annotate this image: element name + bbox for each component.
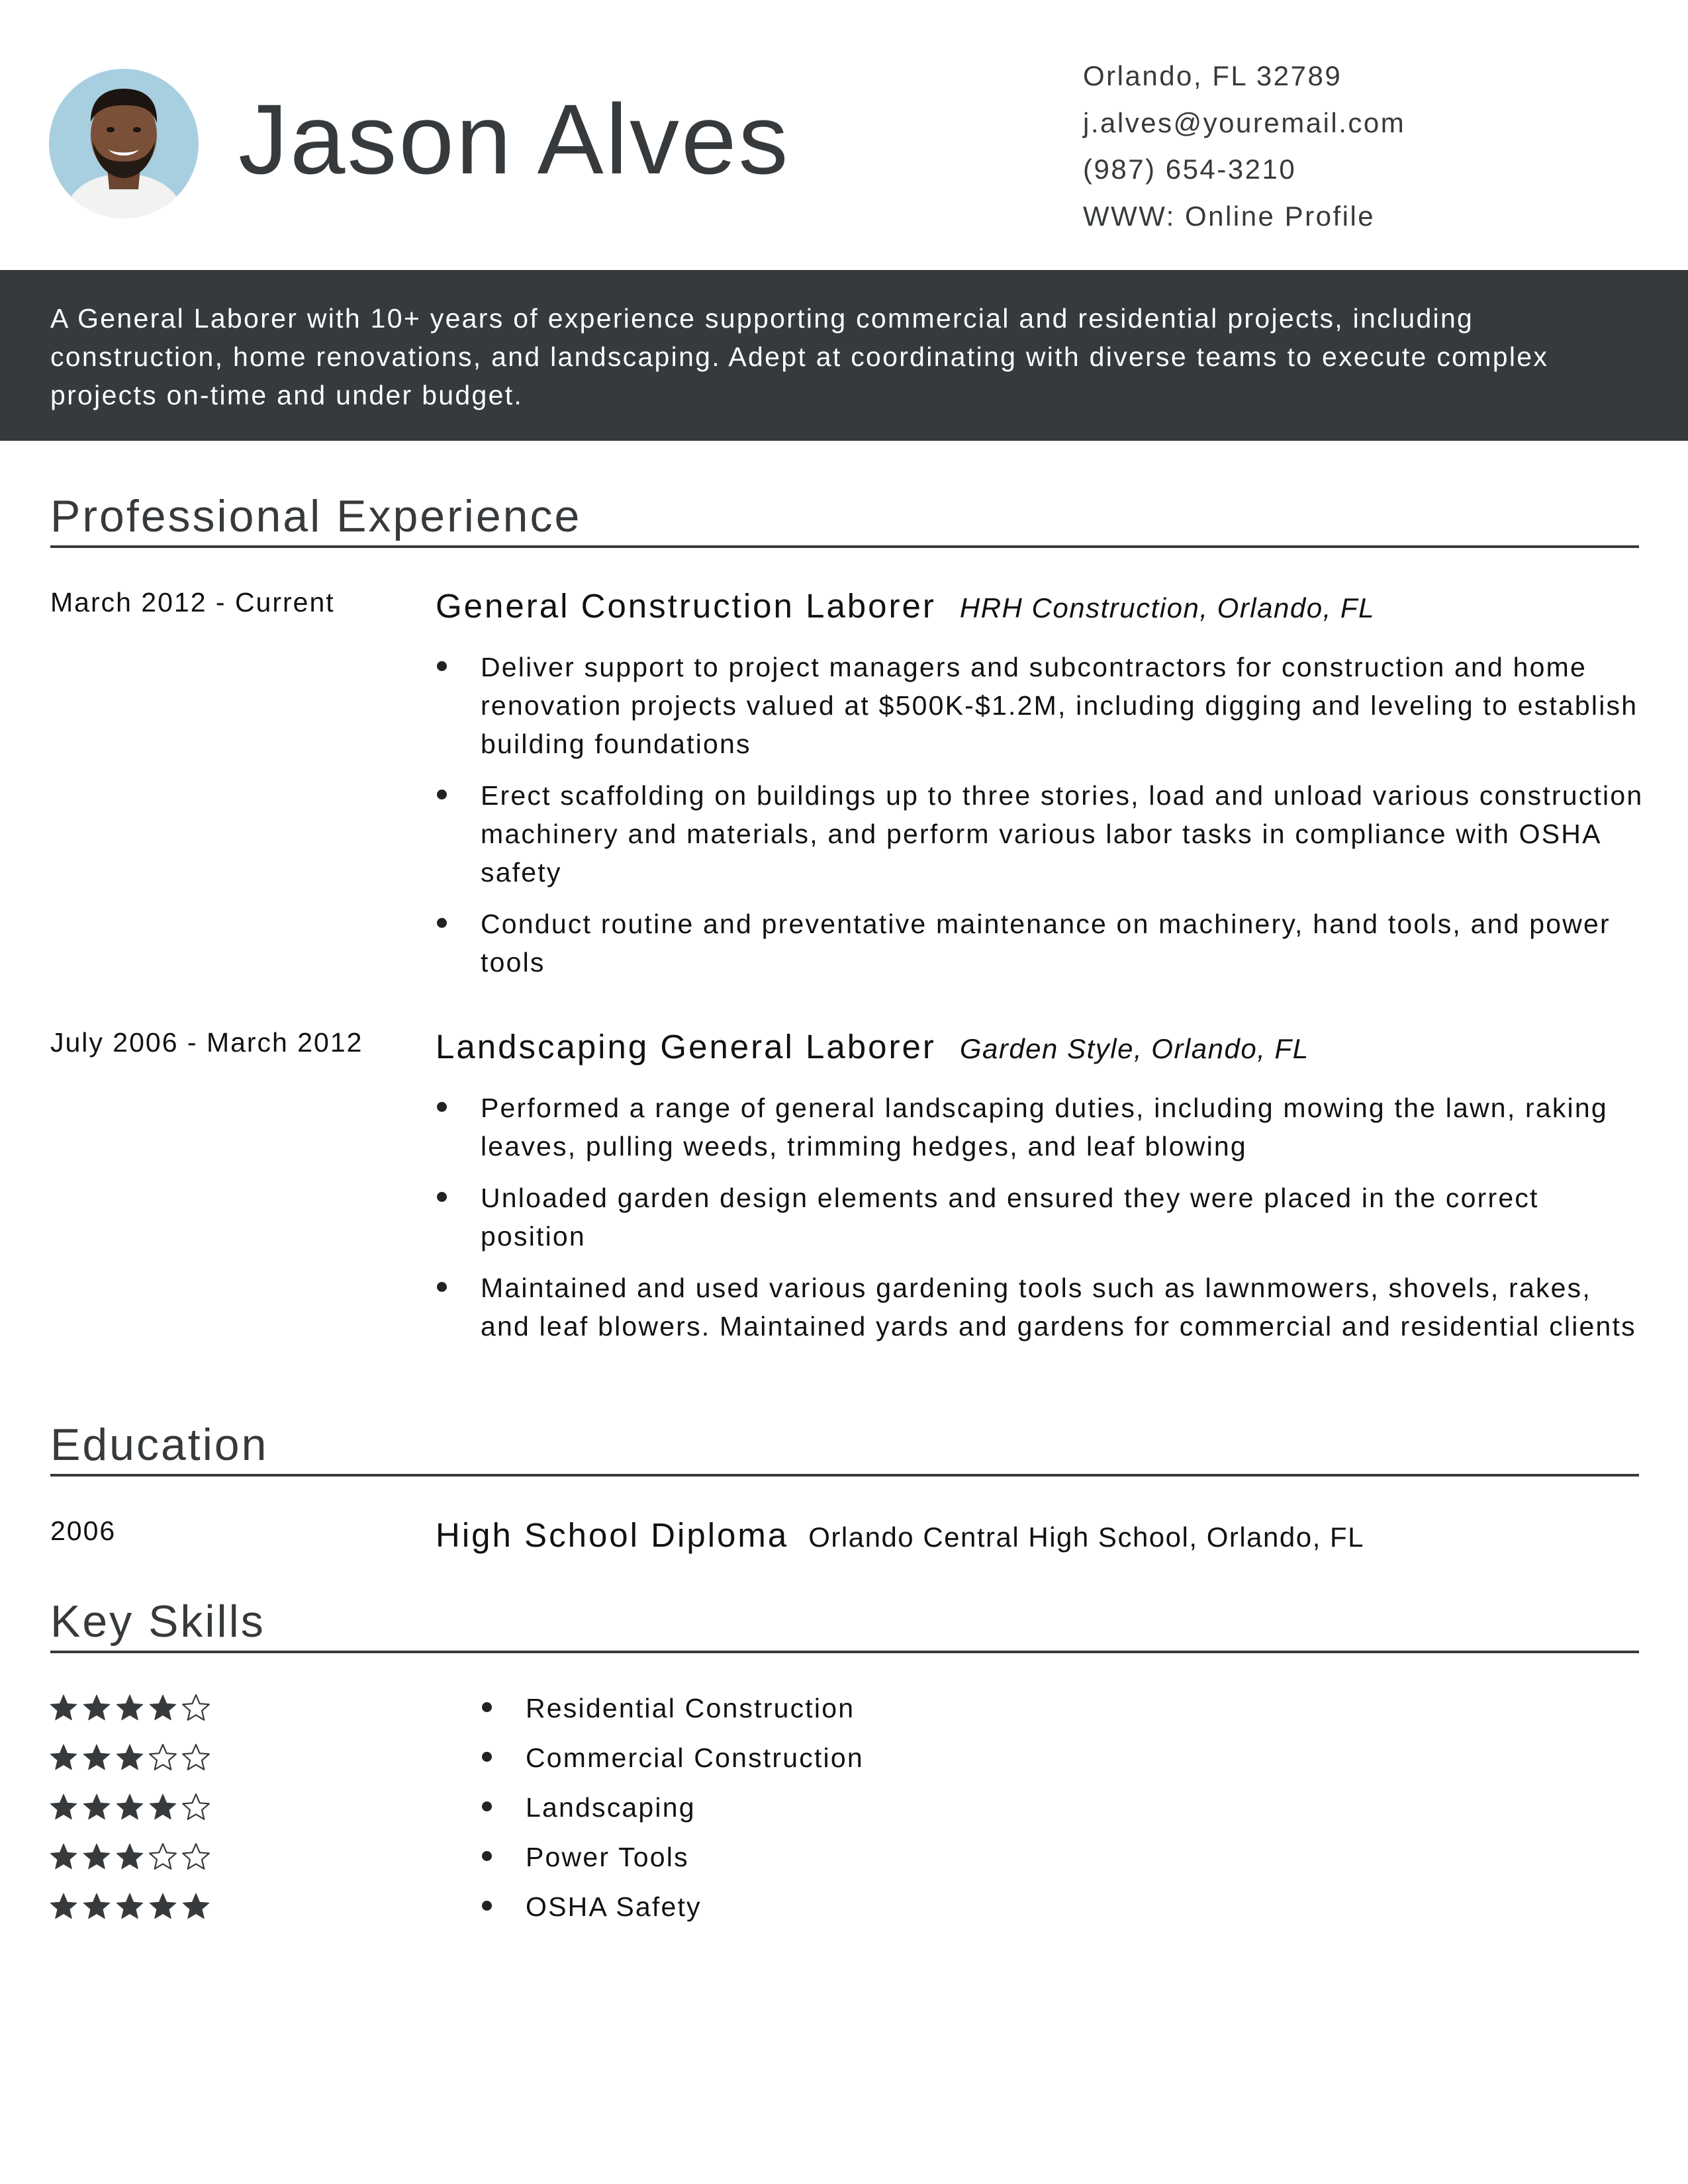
job-title: Landscaping General Laborer [436,1028,936,1066]
skill-row [49,1738,1638,1778]
job-dates: March 2012 - Current [50,587,335,617]
star-filled-icon [49,1793,78,1821]
experience-heading: Professional Experience [50,490,1639,548]
resume-header [0,0,1688,270]
star-empty-icon [181,1694,211,1721]
star-empty-icon [148,1843,177,1870]
summary-text: A General Laborer with 10+ years of experience supporting commercial and residential projects, including construction, home renovations, and landscaping. Adept at coordinating with diverse teams to execute complex projects on-time and under budget. [50,303,1549,410]
skill-name: OSHA Safety [481,1888,702,1925]
contact-location: Orlando, FL 32789 [1083,60,1342,91]
star-empty-icon [148,1743,177,1771]
education-entry [436,1516,1364,1564]
list-item: Maintained and used various gardening tools such as lawnmowers, shovels, rakes, and leaf blowers. Maintained yards and gardens for commercial and residential clients [436,1269,1647,1345]
summary-banner [0,270,1688,441]
star-filled-icon [115,1743,144,1771]
job-dates: July 2006 - March 2012 [50,1027,363,1058]
star-filled-icon [82,1793,111,1821]
skill-name: Power Tools [481,1839,689,1876]
skill-row [49,1837,1638,1877]
star-filled-icon [49,1892,78,1920]
star-filled-icon [115,1892,144,1920]
person-portrait-icon [49,69,199,218]
job-title: General Construction Laborer [436,587,936,625]
star-filled-icon [115,1694,144,1721]
education-school: Orlando Central High School, Orlando, FL [808,1522,1364,1553]
skill-rating [49,1743,214,1774]
star-filled-icon [115,1793,144,1821]
star-filled-icon [49,1743,78,1771]
candidate-name: Jason Alves [238,83,790,195]
list-item: Deliver support to project managers and subcontractors for construction and home renovation projects valued at $500K-$1.2M, including digging and leveling to establish building foundations [436,648,1647,763]
skill-name: Landscaping [481,1789,696,1826]
skill-row [49,1788,1638,1827]
list-item: Erect scaffolding on buildings up to three stories, load and unload various construction machinery and materials, and perform various labor tasks in compliance with OSHA safety [436,776,1647,891]
skill-name: Residential Construction [481,1690,855,1727]
contact-phone: (987) 654-3210 [1083,154,1297,185]
star-filled-icon [148,1892,177,1920]
skill-rating [49,1843,214,1874]
education-year: 2006 [50,1516,117,1546]
star-filled-icon [82,1694,111,1721]
star-filled-icon [82,1743,111,1771]
star-filled-icon [49,1843,78,1870]
job-bullets [436,648,1647,995]
education-degree: High School Diploma [436,1516,789,1554]
job-company: Garden Style, Orlando, FL [959,1033,1309,1064]
job-company: HRH Construction, Orlando, FL [959,592,1375,623]
job-header [436,586,1375,635]
star-filled-icon [181,1892,211,1920]
star-empty-icon [181,1793,211,1821]
star-empty-icon [181,1743,211,1771]
job-header [436,1027,1309,1075]
star-filled-icon [148,1694,177,1721]
skill-row [49,1688,1638,1728]
list-item: Performed a range of general landscaping duties, including mowing the lawn, raking leaves, pulling weeds, trimming hedges, and leaf blowing [436,1089,1647,1165]
star-filled-icon [49,1694,78,1721]
skill-rating [49,1892,214,1923]
skill-rating [49,1793,214,1824]
list-item: Unloaded garden design elements and ensured they were placed in the correct position [436,1179,1647,1255]
education-heading: Education [50,1418,1639,1477]
list-item: Conduct routine and preventative maintenance on machinery, hand tools, and power tools [436,905,1647,981]
star-filled-icon [115,1843,144,1870]
skill-name: Commercial Construction [481,1739,864,1776]
star-empty-icon [181,1843,211,1870]
star-filled-icon [82,1892,111,1920]
job-bullets [436,1089,1647,1359]
skills-heading: Key Skills [50,1595,1639,1653]
skill-row [49,1887,1638,1927]
contact-website: WWW: Online Profile [1083,200,1376,232]
star-filled-icon [82,1843,111,1870]
contact-email: j.alves@youremail.com [1083,107,1406,138]
star-filled-icon [148,1793,177,1821]
skill-rating [49,1694,214,1725]
contact-info [1083,53,1405,240]
